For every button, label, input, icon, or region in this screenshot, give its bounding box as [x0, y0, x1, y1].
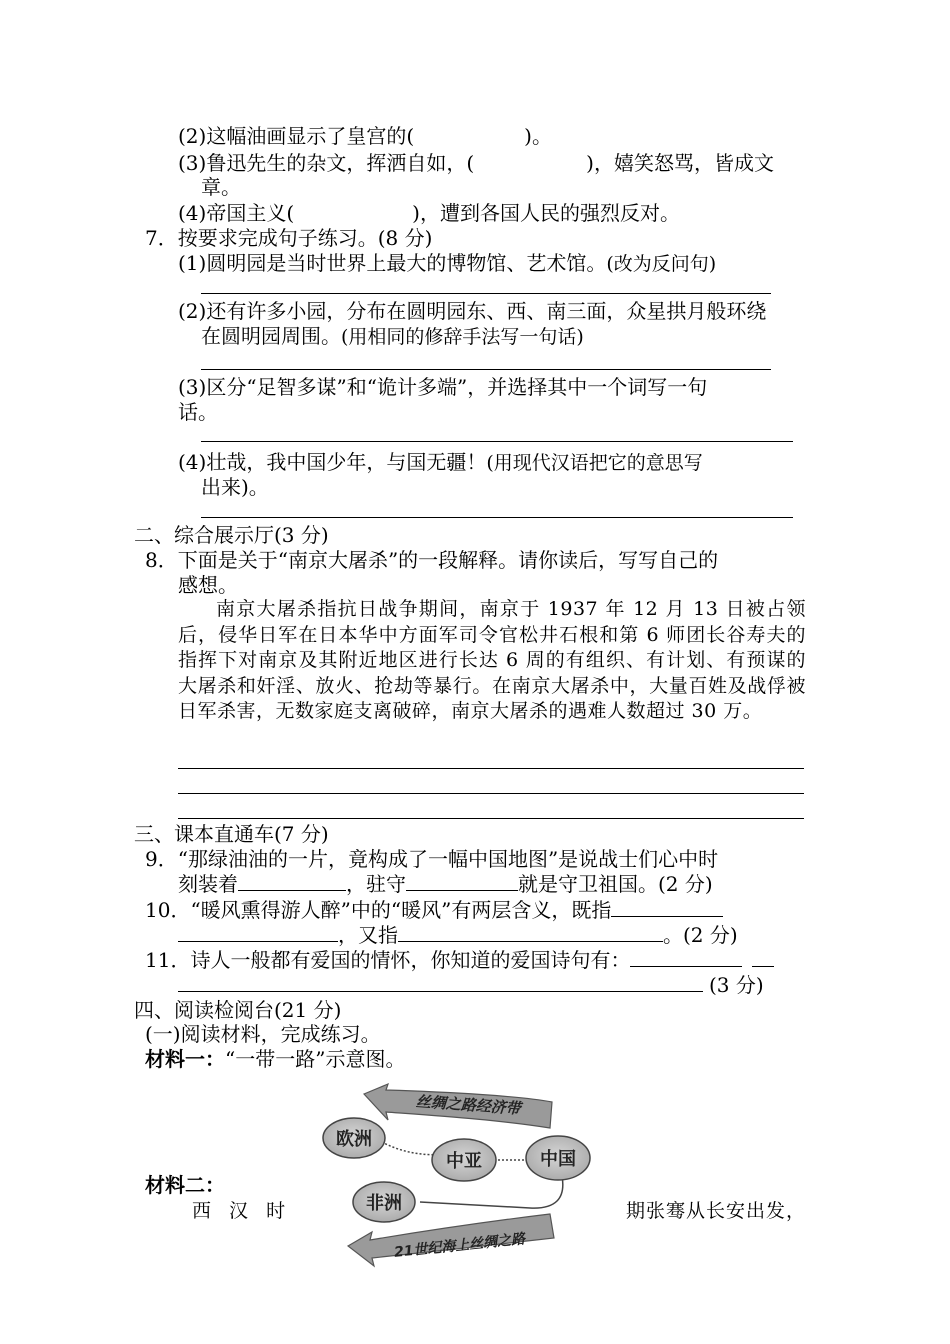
europe-node — [323, 1118, 385, 1158]
belt-road-map — [300, 1080, 610, 1280]
q7-item2-answer-line[interactable] — [201, 369, 771, 370]
q7-item2-cont-text: 在圆明园周围。 — [201, 324, 341, 348]
section4-title: 四、阅读检阅台(21 分) — [134, 998, 342, 1022]
silk-road-belt-arrow — [364, 1084, 552, 1128]
q10-cont — [178, 923, 738, 947]
q7-item4-req: (用现代汉语把它的意思写 — [486, 452, 703, 474]
q11-blank-2[interactable] — [752, 948, 774, 967]
q11-cont — [178, 973, 764, 997]
africa-label: 非洲 — [366, 1193, 402, 1214]
q11-blank-3[interactable] — [178, 973, 703, 992]
maritime-silk-road-label: 21世纪海上丝绸之路 — [393, 1231, 526, 1261]
q6-item2-end: )。 — [524, 124, 552, 148]
q9-part2: ，驻守 — [346, 872, 406, 896]
material-2-text-b: 期张骞从长安出发， — [626, 1200, 807, 1222]
africa-node — [353, 1182, 415, 1222]
q7-item4-text: (4)壮哉，我中国少年，与国无疆！ — [178, 450, 487, 474]
china-node — [526, 1136, 590, 1180]
q11-text — [145, 948, 774, 972]
q9-blank-1[interactable] — [238, 872, 346, 891]
q7-item2-cont — [201, 324, 584, 349]
material-1 — [145, 1047, 405, 1071]
q9-part1: 刻装着 — [178, 872, 238, 896]
section4-sub: (一)阅读材料，完成练习。 — [145, 1022, 381, 1046]
q10-blank-1a[interactable] — [611, 898, 723, 917]
q9-text: 9．“那绿油油的一片，竟构成了一幅中国地图”是说战士们心中时 — [145, 847, 719, 871]
q6-item4-end: )，遭到各国人民的强烈反对。 — [412, 201, 680, 225]
q7-item1 — [178, 251, 716, 276]
q8-answer-line-1[interactable] — [178, 768, 804, 769]
q10-part1: ，又指 — [338, 923, 398, 947]
q8-cont: 感想。 — [178, 573, 238, 597]
q10-blank-1b[interactable] — [178, 923, 338, 942]
q6-item2-text: (2)这幅油画显示了皇宫的( — [178, 124, 415, 148]
q6-item3 — [178, 151, 774, 175]
material-1-text: “一带一路”示意图。 — [225, 1047, 406, 1071]
q7-item1-req: (改为反问句) — [606, 253, 717, 275]
nanjing-passage — [178, 597, 806, 725]
material-1-label: 材料一： — [145, 1047, 225, 1071]
q7-item3: (3)区分“足智多谋”和“诡计多端”，并选择其中一个词写一句 — [178, 375, 708, 399]
maritime-route — [420, 1176, 563, 1208]
material-2-text-a: 西 汉 时 — [192, 1200, 292, 1222]
q7-item4-answer-line[interactable] — [201, 517, 793, 518]
q8-answer-line-2[interactable] — [178, 793, 804, 794]
q11-question: 11．诗人一般都有爱国的情怀，你知道的爱国诗句有： — [145, 948, 631, 972]
q8-text: 8．下面是关于“南京大屠杀”的一段解释。请你读后，写写自己的 — [145, 548, 719, 572]
q9-blank-2[interactable] — [406, 872, 518, 891]
europe-label: 欧洲 — [336, 1129, 372, 1150]
q7-item3-answer-line[interactable] — [201, 441, 793, 442]
q11-score: (3 分) — [709, 973, 764, 997]
q6-item4-text: (4)帝国主义( — [178, 201, 295, 225]
central-asia-label: 中亚 — [446, 1151, 482, 1172]
q8-answer-line-3[interactable] — [178, 818, 804, 819]
q7-item4-cont: 出来)。 — [201, 475, 269, 499]
silk-road-belt-label: 丝绸之路经济带 — [415, 1092, 522, 1118]
q7-item4 — [178, 450, 703, 475]
china-label: 中国 — [540, 1149, 576, 1170]
q9-part3: 就是守卫祖国。(2 分) — [518, 872, 713, 896]
q6-item4 — [178, 201, 680, 225]
q6-item3-cont: 章。 — [201, 175, 241, 199]
q11-blank-1[interactable] — [630, 948, 742, 967]
material-2-label: 材料二： — [145, 1173, 225, 1197]
q7-item2-req: (用相同的修辞手法写一句话) — [341, 326, 584, 348]
section2-title: 二、综合展示厅(3 分) — [134, 523, 329, 547]
nanjing-passage-text: 南京大屠杀指抗日战争期间，南京于 1937 年 12 月 13 日被占领后，侵华日军在日本华中方面军司令官松井石根和第 6 师团长谷寿夫的指挥下对南京及其附近地区进行长达 6 周的有组织、有计划、有预谋的大屠杀和奸淫、放火、抢劫等暴行。在南京大屠杀中，大量百姓及战俘被日军杀害，无数家庭支离破碎，南京大屠杀的遇难人数超过 30 万。 — [178, 598, 806, 722]
q10-text — [145, 898, 723, 922]
q10-question: 10．“暖风熏得游人醉”中的“暖风”有两层含义，既指 — [145, 898, 612, 922]
q6-item2 — [178, 124, 552, 148]
q7-item1-text: (1)圆明园是当时世界上最大的博物馆、艺术馆。 — [178, 251, 607, 275]
q7-item1-answer-line[interactable] — [201, 293, 771, 294]
q10-part2: 。(2 分) — [663, 923, 738, 947]
q7-item3-cont: 话。 — [178, 400, 218, 424]
section3-title: 三、课本直通车(7 分) — [134, 822, 329, 846]
q10-blank-2[interactable] — [398, 923, 663, 942]
q9-cont — [178, 872, 713, 896]
q7-item2: (2)还有许多小园，分布在圆明园东、西、南三面，众星拱月般环绕 — [178, 299, 767, 323]
central-asia-node — [432, 1139, 496, 1181]
q6-item3-text: (3)鲁迅先生的杂文，挥洒自如，( — [178, 151, 475, 175]
q7-title: 7．按要求完成句子练习。(8 分) — [145, 226, 433, 250]
q6-item3-end: )，嬉笑怒骂，皆成文 — [586, 151, 774, 175]
